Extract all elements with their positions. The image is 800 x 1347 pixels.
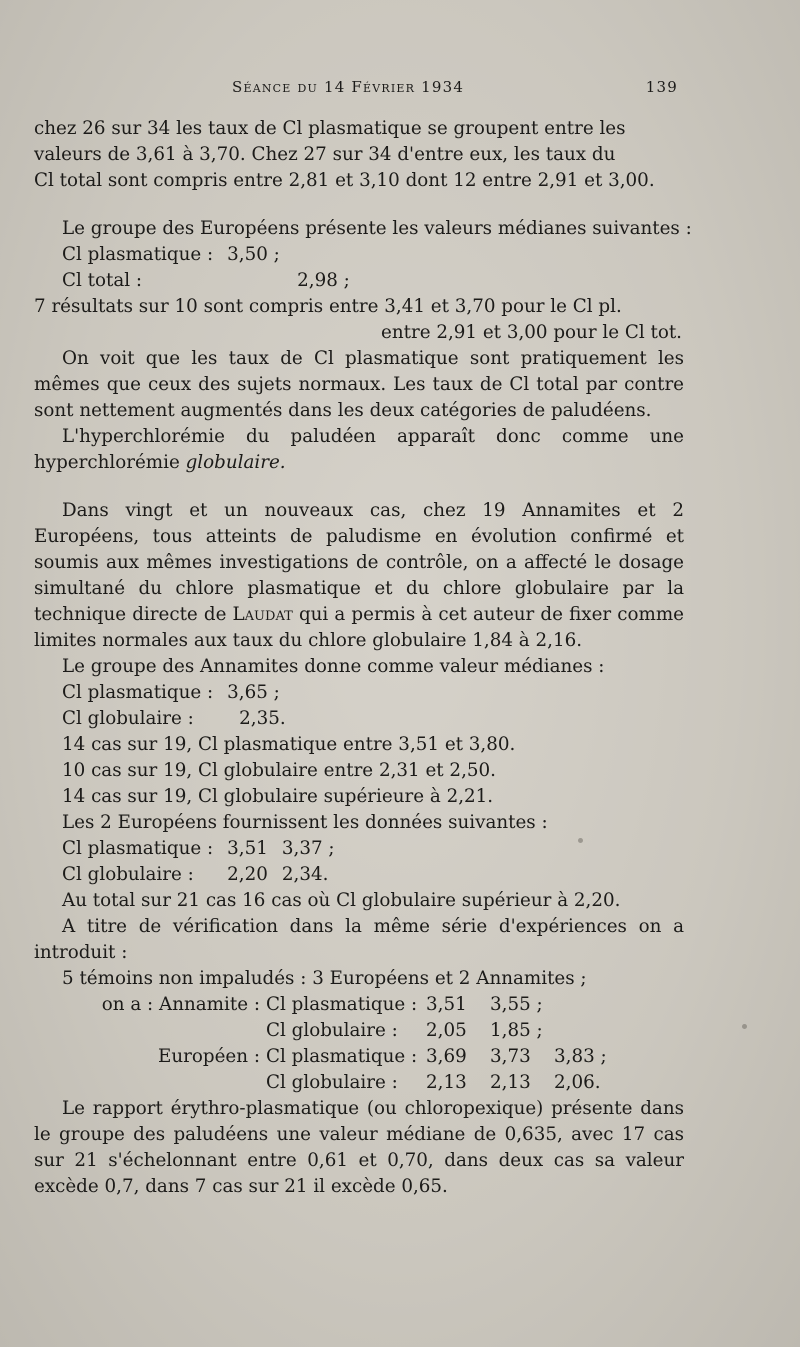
print-speck <box>742 1024 747 1029</box>
synthesis-row <box>34 1044 618 1070</box>
paragraph <box>34 424 684 476</box>
author-name: Laudat <box>232 604 293 625</box>
synthesis-row <box>34 1070 618 1096</box>
group-label: on a : Annamite : <box>101 994 260 1015</box>
europeens-values-table <box>62 836 349 888</box>
value-number: 3,50 ; <box>227 244 280 265</box>
paragraph: A titre de vérification dans la même série d'expériences on a introduit : <box>34 916 684 963</box>
value-label: Cl plasmatique : <box>62 244 214 265</box>
count-line: 10 cas sur 19, Cl globulaire entre 2,31 et 2,50. <box>62 760 496 781</box>
italic-term: globulaire. <box>185 452 286 473</box>
value-number: 3,51 <box>426 994 467 1015</box>
value-number: 2,06. <box>554 1072 601 1093</box>
synthesis-row <box>34 992 618 1018</box>
paragraph-text: qui a permis à cet auteur de fixer comme limites normales aux taux du chlore globulaire 1,84 à 2,16. <box>34 604 685 651</box>
paragraph: Le rapport érythro-plasmatique (ou chloropexique) présente dans le groupe des paludéens une valeur médiane de 0,635, avec 17 cas sur 21 s'échelonnant entre 0,61 et 0,70, dans deux cas sa valeur excède 0,7, dans 7 cas sur 21 il excède 0,65. <box>34 1098 684 1197</box>
value-number: 2,13 <box>426 1072 467 1093</box>
value-number: 3,37 ; <box>281 838 335 859</box>
temoins-line: 5 témoins non impaludés : 3 Européens et 2 Annamites ; <box>62 968 587 989</box>
group-label <box>34 1070 266 1096</box>
value-number <box>554 992 618 1018</box>
value-label: Cl globulaire : <box>62 708 194 729</box>
value-row <box>62 836 349 862</box>
value-number: 2,20 <box>227 864 268 885</box>
value-row <box>62 242 364 268</box>
value-number: 3,73 <box>490 1046 531 1067</box>
total-line: Au total sur 21 cas 16 cas où Cl globulaire supérieur à 2,20. <box>62 890 621 911</box>
europeens-median-values <box>62 242 364 294</box>
value-label: Cl total : <box>62 270 143 291</box>
value-label: Cl globulaire : <box>62 864 194 885</box>
value-number: 2,13 <box>490 1072 531 1093</box>
value-label: Cl plasmatique : <box>266 1046 418 1067</box>
page-header <box>0 78 800 102</box>
page-number: 139 <box>645 78 678 96</box>
value-label: Cl plasmatique : <box>62 682 214 703</box>
value-number: 1,85 ; <box>490 1020 543 1041</box>
value-label: Cl globulaire : <box>266 1072 398 1093</box>
running-head: Séance du 14 Février 1934 <box>232 78 465 96</box>
paragraph <box>34 498 684 654</box>
value-number: 3,51 <box>227 838 268 859</box>
body-text <box>34 116 692 1200</box>
europeens-intro: Le groupe des Européens présente les valeurs médianes suivantes : <box>62 218 692 239</box>
print-speck <box>578 838 583 843</box>
results-line: 7 résultats sur 10 sont compris entre 3,41 et 3,70 pour le Cl pl. <box>34 296 622 317</box>
results-line: entre 2,91 et 3,00 pour le Cl tot. <box>381 322 682 343</box>
count-line: 14 cas sur 19, Cl plasmatique entre 3,51 et 3,80. <box>62 734 516 755</box>
value-number: 2,05 <box>426 1020 467 1041</box>
value-number: 3,65 ; <box>227 682 280 703</box>
value-number: 2,34. <box>281 864 329 885</box>
text-line: chez 26 sur 34 les taux de Cl plasmatique se groupent entre les <box>34 118 626 139</box>
value-row <box>62 862 349 888</box>
text-line: valeurs de 3,61 à 3,70. Chez 27 sur 34 d'entre eux, les taux du <box>34 144 616 165</box>
annamites-median-values <box>62 680 300 732</box>
text-line: Cl total sont compris entre 2,81 et 3,10 dont 12 entre 2,91 et 3,00. <box>34 170 655 191</box>
value-label: Cl plasmatique : <box>62 838 214 859</box>
value-label: Cl globulaire : <box>266 1020 398 1041</box>
value-number: 2,98 ; <box>297 270 350 291</box>
value-number: 3,69 <box>426 1046 467 1067</box>
paragraph-text: L'hyperchlorémie du paludéen apparaît donc comme une hyperchlorémie <box>34 426 684 473</box>
count-line: 14 cas sur 19, Cl globulaire supérieure à 2,21. <box>62 786 494 807</box>
annamites-intro: Le groupe des Annamites donne comme valeur médianes : <box>62 656 605 677</box>
europeens-data-intro: Les 2 Européens fournissent les données suivantes : <box>62 812 548 833</box>
value-number <box>554 1018 618 1044</box>
paragraph: On voit que les taux de Cl plasmatique sont pratiquement les mêmes que ceux des sujets normaux. Les taux de Cl total par contre sont nettement augmentés dans les deux catégories de paludéens. <box>34 348 684 421</box>
group-label <box>34 1018 266 1044</box>
synthesis-row <box>34 1018 618 1044</box>
value-row <box>62 680 300 706</box>
value-row <box>62 706 300 732</box>
value-number: 3,55 ; <box>490 994 543 1015</box>
value-row <box>62 268 364 294</box>
value-label: Cl plasmatique : <box>266 994 418 1015</box>
group-label: Européen : <box>158 1046 260 1067</box>
paragraph-text: Dans vingt et un nouveaux cas, chez 19 Annamites et 2 Européens, tous atteints de paludisme en évolution confirmé et soumis aux mêmes investigations de contrôle, on a affecté le dosage simultané du chlore plasmatique et du chlore globulaire par la technique directe de <box>34 500 684 625</box>
value-number: 2,35. <box>239 708 286 729</box>
value-number: 3,83 ; <box>554 1046 607 1067</box>
temoins-values-table <box>34 992 618 1096</box>
